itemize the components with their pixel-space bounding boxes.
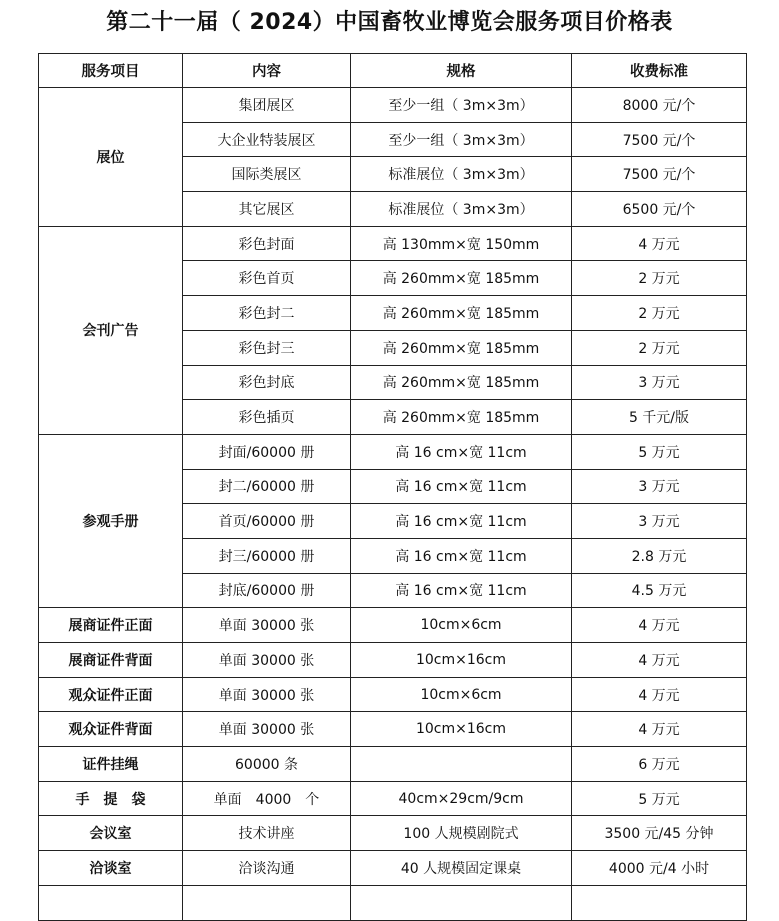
content-cell: 集团展区	[183, 88, 351, 123]
header-fee: 收费标准	[572, 54, 747, 88]
table-row	[39, 677, 747, 712]
fee-cell: 2 万元	[572, 330, 747, 365]
fee-cell: 3 万元	[572, 469, 747, 504]
service-cell: 展位	[39, 88, 183, 227]
table-row	[39, 226, 747, 261]
service-cell: 观众证件正面	[39, 677, 183, 712]
content-cell: 单面 30000 张	[183, 608, 351, 643]
spec-cell: 高 260mm×宽 185mm	[351, 261, 572, 296]
table-row	[39, 88, 747, 123]
fee-cell: 4.5 万元	[572, 573, 747, 608]
table-row	[39, 781, 747, 816]
spec-cell: 高 16 cm×宽 11cm	[351, 469, 572, 504]
spec-cell: 至少一组（ 3m×3m）	[351, 122, 572, 157]
spec-cell: 高 16 cm×宽 11cm	[351, 538, 572, 573]
fee-cell	[572, 885, 747, 920]
content-cell: 单面 30000 张	[183, 677, 351, 712]
table-row	[39, 712, 747, 747]
service-cell: 观众证件背面	[39, 712, 183, 747]
table-row	[39, 885, 747, 920]
spec-cell: 高 260mm×宽 185mm	[351, 296, 572, 331]
spec-cell: 40 人规模固定课桌	[351, 851, 572, 886]
spec-cell: 高 16 cm×宽 11cm	[351, 434, 572, 469]
spec-cell: 高 130mm×宽 150mm	[351, 226, 572, 261]
fee-cell: 5 万元	[572, 434, 747, 469]
service-cell: 洽谈室	[39, 851, 183, 886]
table-row	[39, 434, 747, 469]
fee-cell: 4 万元	[572, 608, 747, 643]
content-cell: 彩色首页	[183, 261, 351, 296]
fee-cell: 5 万元	[572, 781, 747, 816]
fee-cell: 8000 元/个	[572, 88, 747, 123]
spec-cell: 高 260mm×宽 185mm	[351, 330, 572, 365]
service-cell: 会议室	[39, 816, 183, 851]
content-cell: 彩色封面	[183, 226, 351, 261]
content-cell: 单面 30000 张	[183, 643, 351, 678]
fee-cell: 2 万元	[572, 261, 747, 296]
content-cell: 封面/60000 册	[183, 434, 351, 469]
fee-cell: 5 千元/版	[572, 400, 747, 435]
fee-cell: 4 万元	[572, 226, 747, 261]
content-cell: 彩色封三	[183, 330, 351, 365]
spec-cell: 10cm×6cm	[351, 608, 572, 643]
content-cell: 首页/60000 册	[183, 504, 351, 539]
table-row	[39, 816, 747, 851]
spec-cell: 高 260mm×宽 185mm	[351, 365, 572, 400]
fee-cell: 3500 元/45 分钟	[572, 816, 747, 851]
content-cell: 封底/60000 册	[183, 573, 351, 608]
fee-cell: 6 万元	[572, 747, 747, 782]
fee-cell: 4 万元	[572, 643, 747, 678]
header-service: 服务项目	[39, 54, 183, 88]
content-cell	[183, 885, 351, 920]
fee-cell: 4 万元	[572, 712, 747, 747]
spec-cell: 10cm×6cm	[351, 677, 572, 712]
content-cell: 封三/60000 册	[183, 538, 351, 573]
spec-cell: 10cm×16cm	[351, 643, 572, 678]
spec-cell: 100 人规模剧院式	[351, 816, 572, 851]
spec-cell: 40cm×29cm/9cm	[351, 781, 572, 816]
content-cell: 彩色插页	[183, 400, 351, 435]
content-cell: 其它展区	[183, 192, 351, 227]
service-cell: 参观手册	[39, 434, 183, 607]
spec-cell: 高 260mm×宽 185mm	[351, 400, 572, 435]
spec-cell: 标准展位（ 3m×3m）	[351, 157, 572, 192]
content-cell: 60000 条	[183, 747, 351, 782]
spec-cell: 高 16 cm×宽 11cm	[351, 504, 572, 539]
spec-cell: 10cm×16cm	[351, 712, 572, 747]
fee-cell: 6500 元/个	[572, 192, 747, 227]
fee-cell: 3 万元	[572, 504, 747, 539]
table-row	[39, 608, 747, 643]
spec-cell	[351, 885, 572, 920]
service-cell: 展商证件正面	[39, 608, 183, 643]
fee-cell: 3 万元	[572, 365, 747, 400]
fee-cell: 4000 元/4 小时	[572, 851, 747, 886]
table-row	[39, 851, 747, 886]
spec-cell	[351, 747, 572, 782]
content-cell: 洽谈沟通	[183, 851, 351, 886]
spec-cell: 至少一组（ 3m×3m）	[351, 88, 572, 123]
service-cell: 证件挂绳	[39, 747, 183, 782]
content-cell: 技术讲座	[183, 816, 351, 851]
fee-cell: 7500 元/个	[572, 157, 747, 192]
content-cell: 彩色封二	[183, 296, 351, 331]
spec-cell: 标准展位（ 3m×3m）	[351, 192, 572, 227]
table-row	[39, 643, 747, 678]
header-content: 内容	[183, 54, 351, 88]
content-cell: 封二/60000 册	[183, 469, 351, 504]
page-title: 第二十一届（ 2024）中国畜牧业博览会服务项目价格表	[106, 10, 673, 35]
service-cell: 手 提 袋	[39, 781, 183, 816]
fee-cell: 4 万元	[572, 677, 747, 712]
fee-cell: 2 万元	[572, 296, 747, 331]
content-cell: 彩色封底	[183, 365, 351, 400]
price-table	[38, 53, 747, 921]
content-cell: 单面 30000 张	[183, 712, 351, 747]
content-cell: 单面 4000 个	[183, 781, 351, 816]
fee-cell: 2.8 万元	[572, 538, 747, 573]
content-cell: 国际类展区	[183, 157, 351, 192]
content-cell: 大企业特装展区	[183, 122, 351, 157]
spec-cell: 高 16 cm×宽 11cm	[351, 573, 572, 608]
header-spec: 规格	[351, 54, 572, 88]
header-row	[39, 54, 747, 88]
table-row	[39, 747, 747, 782]
service-cell: 展商证件背面	[39, 643, 183, 678]
service-cell: 会刊广告	[39, 226, 183, 434]
service-cell	[39, 885, 183, 920]
fee-cell: 7500 元/个	[572, 122, 747, 157]
